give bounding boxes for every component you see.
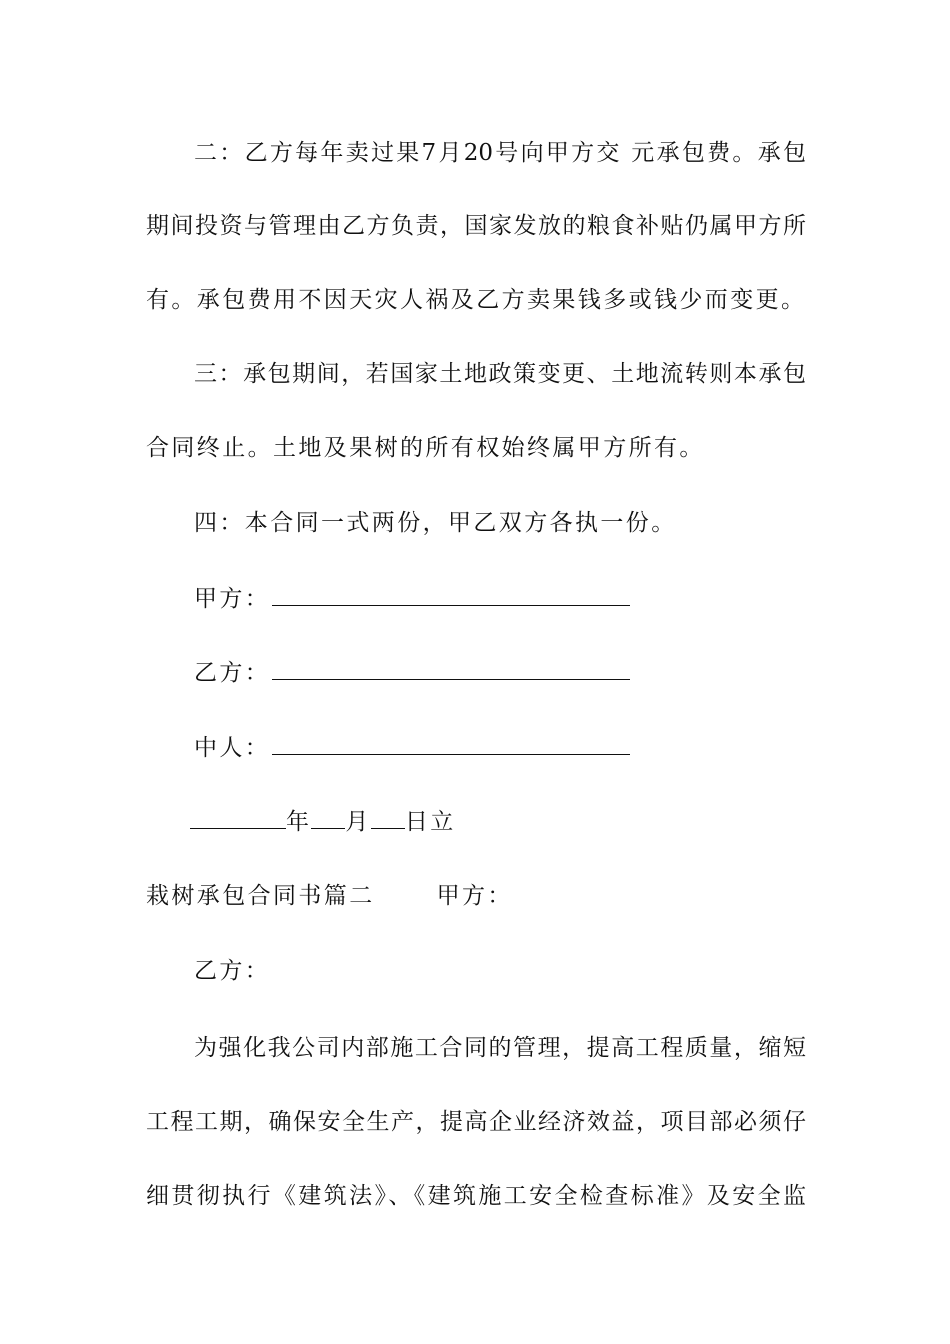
section-two-para-line-1: 为强化我公司内部施工合同的管理，提高工程质量，缩短 <box>194 1035 806 1061</box>
clause-three-line-1: 三：承包期间，若国家土地政策变更、土地流转则本承包 <box>194 361 806 387</box>
signature-party-b-blank <box>272 657 630 680</box>
date-month-blank <box>311 806 345 829</box>
section-two-para-line-3: 细贯彻执行《建筑法》、《建筑施工安全检查标准》及安全监 <box>146 1183 806 1209</box>
clause-two-line-3: 有。承包费用不因天灾人祸及乙方卖果钱多或钱少而变更。 <box>146 287 807 313</box>
signature-party-a-blank <box>272 583 630 606</box>
section-two-title: 栽树承包合同书篇二 <box>146 883 375 909</box>
signature-middleman-label: 中人： <box>194 735 271 761</box>
signature-party-a-label: 甲方： <box>194 586 271 612</box>
section-two-party-a: 甲方： <box>436 883 513 909</box>
date-month-label: 月 <box>345 809 371 835</box>
signature-party-a <box>194 583 854 614</box>
date-line <box>190 806 850 837</box>
section-two-heading <box>146 881 806 911</box>
date-day-label: 日立 <box>404 809 456 835</box>
date-day-blank <box>371 806 405 829</box>
section-two-para-line-2: 工程工期，确保安全生产，提高企业经济效益，项目部必须仔 <box>146 1109 806 1135</box>
clause-two-line-2: 期间投资与管理由乙方负责，国家发放的粮食补贴仍属甲方所 <box>146 213 806 239</box>
signature-party-b <box>194 657 854 688</box>
date-year-label: 年 <box>286 809 312 835</box>
signature-middleman <box>194 732 854 763</box>
signature-middleman-blank <box>272 732 630 755</box>
clause-three-line-2: 合同终止。土地及果树的所有权始终属甲方所有。 <box>146 435 705 461</box>
date-year-blank <box>190 806 286 829</box>
clause-four: 四：本合同一式两份，甲乙双方各执一份。 <box>194 510 677 536</box>
section-two-party-b: 乙方： <box>194 958 271 984</box>
signature-party-b-label: 乙方： <box>194 660 271 686</box>
clause-two-line-1: 二：乙方每年卖过果7月20号向甲方交 元承包费。承包 <box>194 140 806 166</box>
